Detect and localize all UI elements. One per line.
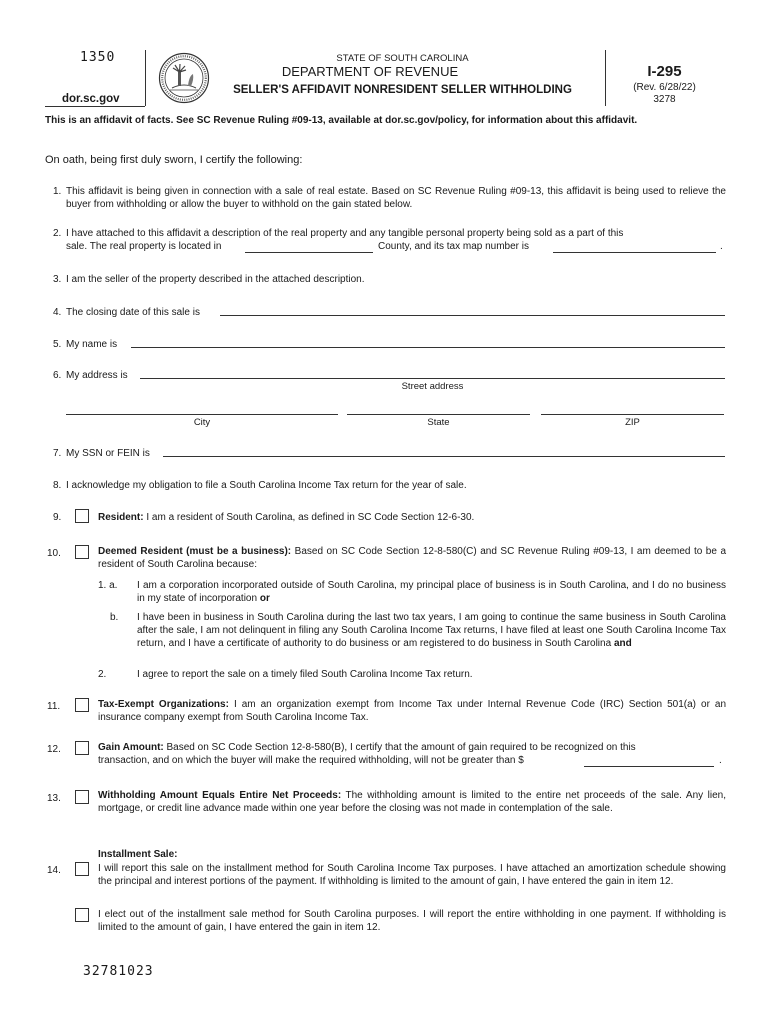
item-9-text [98, 511, 474, 524]
item-8-number: 8. [53, 480, 62, 491]
item-10-number: 10. [47, 548, 61, 559]
item-14-installment-text: I will report this sale on the installment method for South Carolina Income Tax purposes. I have attached an amortization schedule showing the principal and interest portions of the payment. If withholding is limited to the amount of gain, I have entered the gain in item 12. [98, 863, 726, 887]
city-field[interactable] [66, 414, 338, 415]
item-12-period: . [719, 755, 722, 766]
form-code-top: 1350 [80, 50, 116, 65]
form-revision: (Rev. 6/28/22) [633, 82, 696, 93]
form-id: 3278 [653, 94, 676, 105]
item-10-1b-and: and [613, 638, 632, 649]
item-11-heading: Tax-Exempt Organizations: [98, 699, 229, 710]
state-seal-icon [158, 52, 210, 104]
item-9-body: I am a resident of South Carolina, as defined in SC Code Section 12-6-30. [146, 512, 475, 523]
item-10-1b-number: b. [110, 612, 119, 623]
item-11-text [98, 698, 726, 724]
ssn-fein-field[interactable] [163, 456, 725, 457]
form-number: I-295 [647, 63, 682, 80]
item-10-heading: Deemed Resident (must be a business): [98, 546, 292, 557]
item-14-heading: Installment Sale: [98, 849, 178, 860]
item-10-body: Based on SC Code Section 12-8-580(C) and SC Revenue Ruling #09-13, I am deemed to be a resident of South Carolina because: [98, 546, 727, 570]
item-10-text [98, 545, 726, 571]
elect-out-checkbox[interactable] [75, 908, 89, 922]
state-label: State [427, 417, 450, 428]
item-9-number: 9. [53, 512, 62, 523]
city-label: City [193, 417, 211, 428]
item-10-1a-body: I am a corporation incorporated outside of South Carolina, my principal place of business is in South Carolina, and I do no business in my state of incorporation [137, 580, 726, 604]
tax-map-number-field[interactable] [553, 252, 716, 253]
county-field[interactable] [245, 252, 373, 253]
item-10-1a-number: 1. a. [98, 580, 118, 591]
item-7-number: 7. [53, 448, 62, 459]
zip-label: ZIP [625, 417, 640, 428]
item-13-number: 13. [47, 793, 61, 804]
item-11-body: I am an organization exempt from Income Tax under Internal Revenue Code (IRC) Section 501(a) or an insurance company exempt from South Carolina Income Tax. [98, 699, 727, 723]
item-8-text: I acknowledge my obligation to file a South Carolina Income Tax return for the year of sale. [66, 480, 467, 491]
gain-amount-checkbox[interactable] [75, 741, 89, 755]
item-10-1b-body: I have been in business in South Carolina during the last two tax years, I am going to continue the same business in South Carolina after the sale, I am not delinquent in filing any South Carolina Income Tax returns, I have filed at least one South Carolina Income Tax return, and I have a certificate of authority to do business or am registered to do business in South Carolina [137, 612, 726, 649]
item-10-1a-text [137, 579, 726, 605]
state-line: STATE OF SOUTH CAROLINA [336, 53, 469, 64]
gain-amount-field[interactable] [584, 766, 714, 767]
closing-date-field[interactable] [220, 315, 725, 316]
street-address-field[interactable] [140, 378, 725, 379]
header-underline-left [45, 106, 145, 107]
item-14-elect-out-text: I elect out of the installment sale method for South Carolina purposes. I will report the entire withholding in one payment. If withholding is limited to the amount of gain, I have entered the gain in item 12. [98, 909, 726, 933]
department-title: DEPARTMENT OF REVENUE [281, 64, 459, 79]
header-divider-right [605, 50, 606, 106]
intro-statement: This is an affidavit of facts. See SC Revenue Ruling #09-13, available at dor.sc.gov/policy, for information about this affidavit. [45, 115, 638, 126]
item-4-label: The closing date of this sale is [66, 307, 200, 318]
item-13-heading: Withholding Amount Equals Entire Net Proceeds: [98, 790, 342, 801]
item-7-label: My SSN or FEIN is [66, 448, 150, 459]
item-13-body: The withholding amount is limited to the entire net proceeds of the sale. Any lien, mortgage, or credit line advance made within one year before the closing was not made in contemplation of the sale. [98, 790, 726, 814]
item-12-number: 12. [47, 744, 61, 755]
item-10-1a-or: or [259, 593, 270, 604]
item-14-number: 14. [47, 865, 61, 876]
state-field[interactable] [347, 414, 530, 415]
item-2-number: 2. [53, 228, 62, 239]
item-3-number: 3. [53, 274, 62, 285]
item-2-county-label: sale. The real property is located in [66, 241, 222, 252]
item-12-heading: Gain Amount: [98, 742, 164, 753]
item-4-number: 4. [53, 307, 62, 318]
deemed-resident-checkbox[interactable] [75, 545, 89, 559]
form-title: SELLER'S AFFIDAVIT NONRESIDENT SELLER WITHHOLDING [233, 84, 572, 96]
seller-name-field[interactable] [131, 347, 725, 348]
item-13-text [98, 789, 726, 815]
item-12-body: Based on SC Code Section 12-8-580(B), I certify that the amount of gain required to be recognized on this [166, 742, 636, 753]
street-address-label: Street address [401, 381, 464, 392]
footer-code: 32781023 [83, 964, 154, 979]
item-2-taxmap-label: County, and its tax map number is [378, 241, 529, 252]
item-1-number: 1. [53, 186, 62, 197]
item-12-text [98, 741, 726, 754]
item-6-label: My address is [66, 370, 128, 381]
resident-checkbox[interactable] [75, 509, 89, 523]
installment-method-checkbox[interactable] [75, 862, 89, 876]
zip-field[interactable] [541, 414, 724, 415]
item-10-1b-text [137, 611, 726, 650]
item-5-label: My name is [66, 339, 118, 350]
item-6-number: 6. [53, 370, 62, 381]
item-10-2-number: 2. [98, 669, 107, 680]
item-10-2-text: I agree to report the sale on a timely filed South Carolina Income Tax return. [137, 669, 473, 680]
item-11-number: 11. [47, 701, 61, 712]
item-2-period: . [720, 241, 723, 252]
item-12-line-2: transaction, and on which the buyer will make the required withholding, will not be greater than $ [98, 755, 524, 766]
item-5-number: 5. [53, 339, 62, 350]
oath-statement: On oath, being first duly sworn, I certify the following: [45, 154, 303, 166]
header-divider-left [145, 50, 146, 106]
tax-exempt-checkbox[interactable] [75, 698, 89, 712]
item-1-text: This affidavit is being given in connection with a sale of real estate. Based on SC Revenue Ruling #09-13, this affidavit is being used to relieve the buyer from withholding or allow the buyer to withhold on the gain stated below. [66, 186, 726, 210]
item-2-text: I have attached to this affidavit a description of the real property and any tangible personal property being sold as a part of this [66, 228, 624, 239]
item-9-heading: Resident: [98, 512, 144, 523]
website: dor.sc.gov [62, 93, 120, 105]
net-proceeds-checkbox[interactable] [75, 790, 89, 804]
item-3-text: I am the seller of the property described in the attached description. [66, 274, 365, 285]
